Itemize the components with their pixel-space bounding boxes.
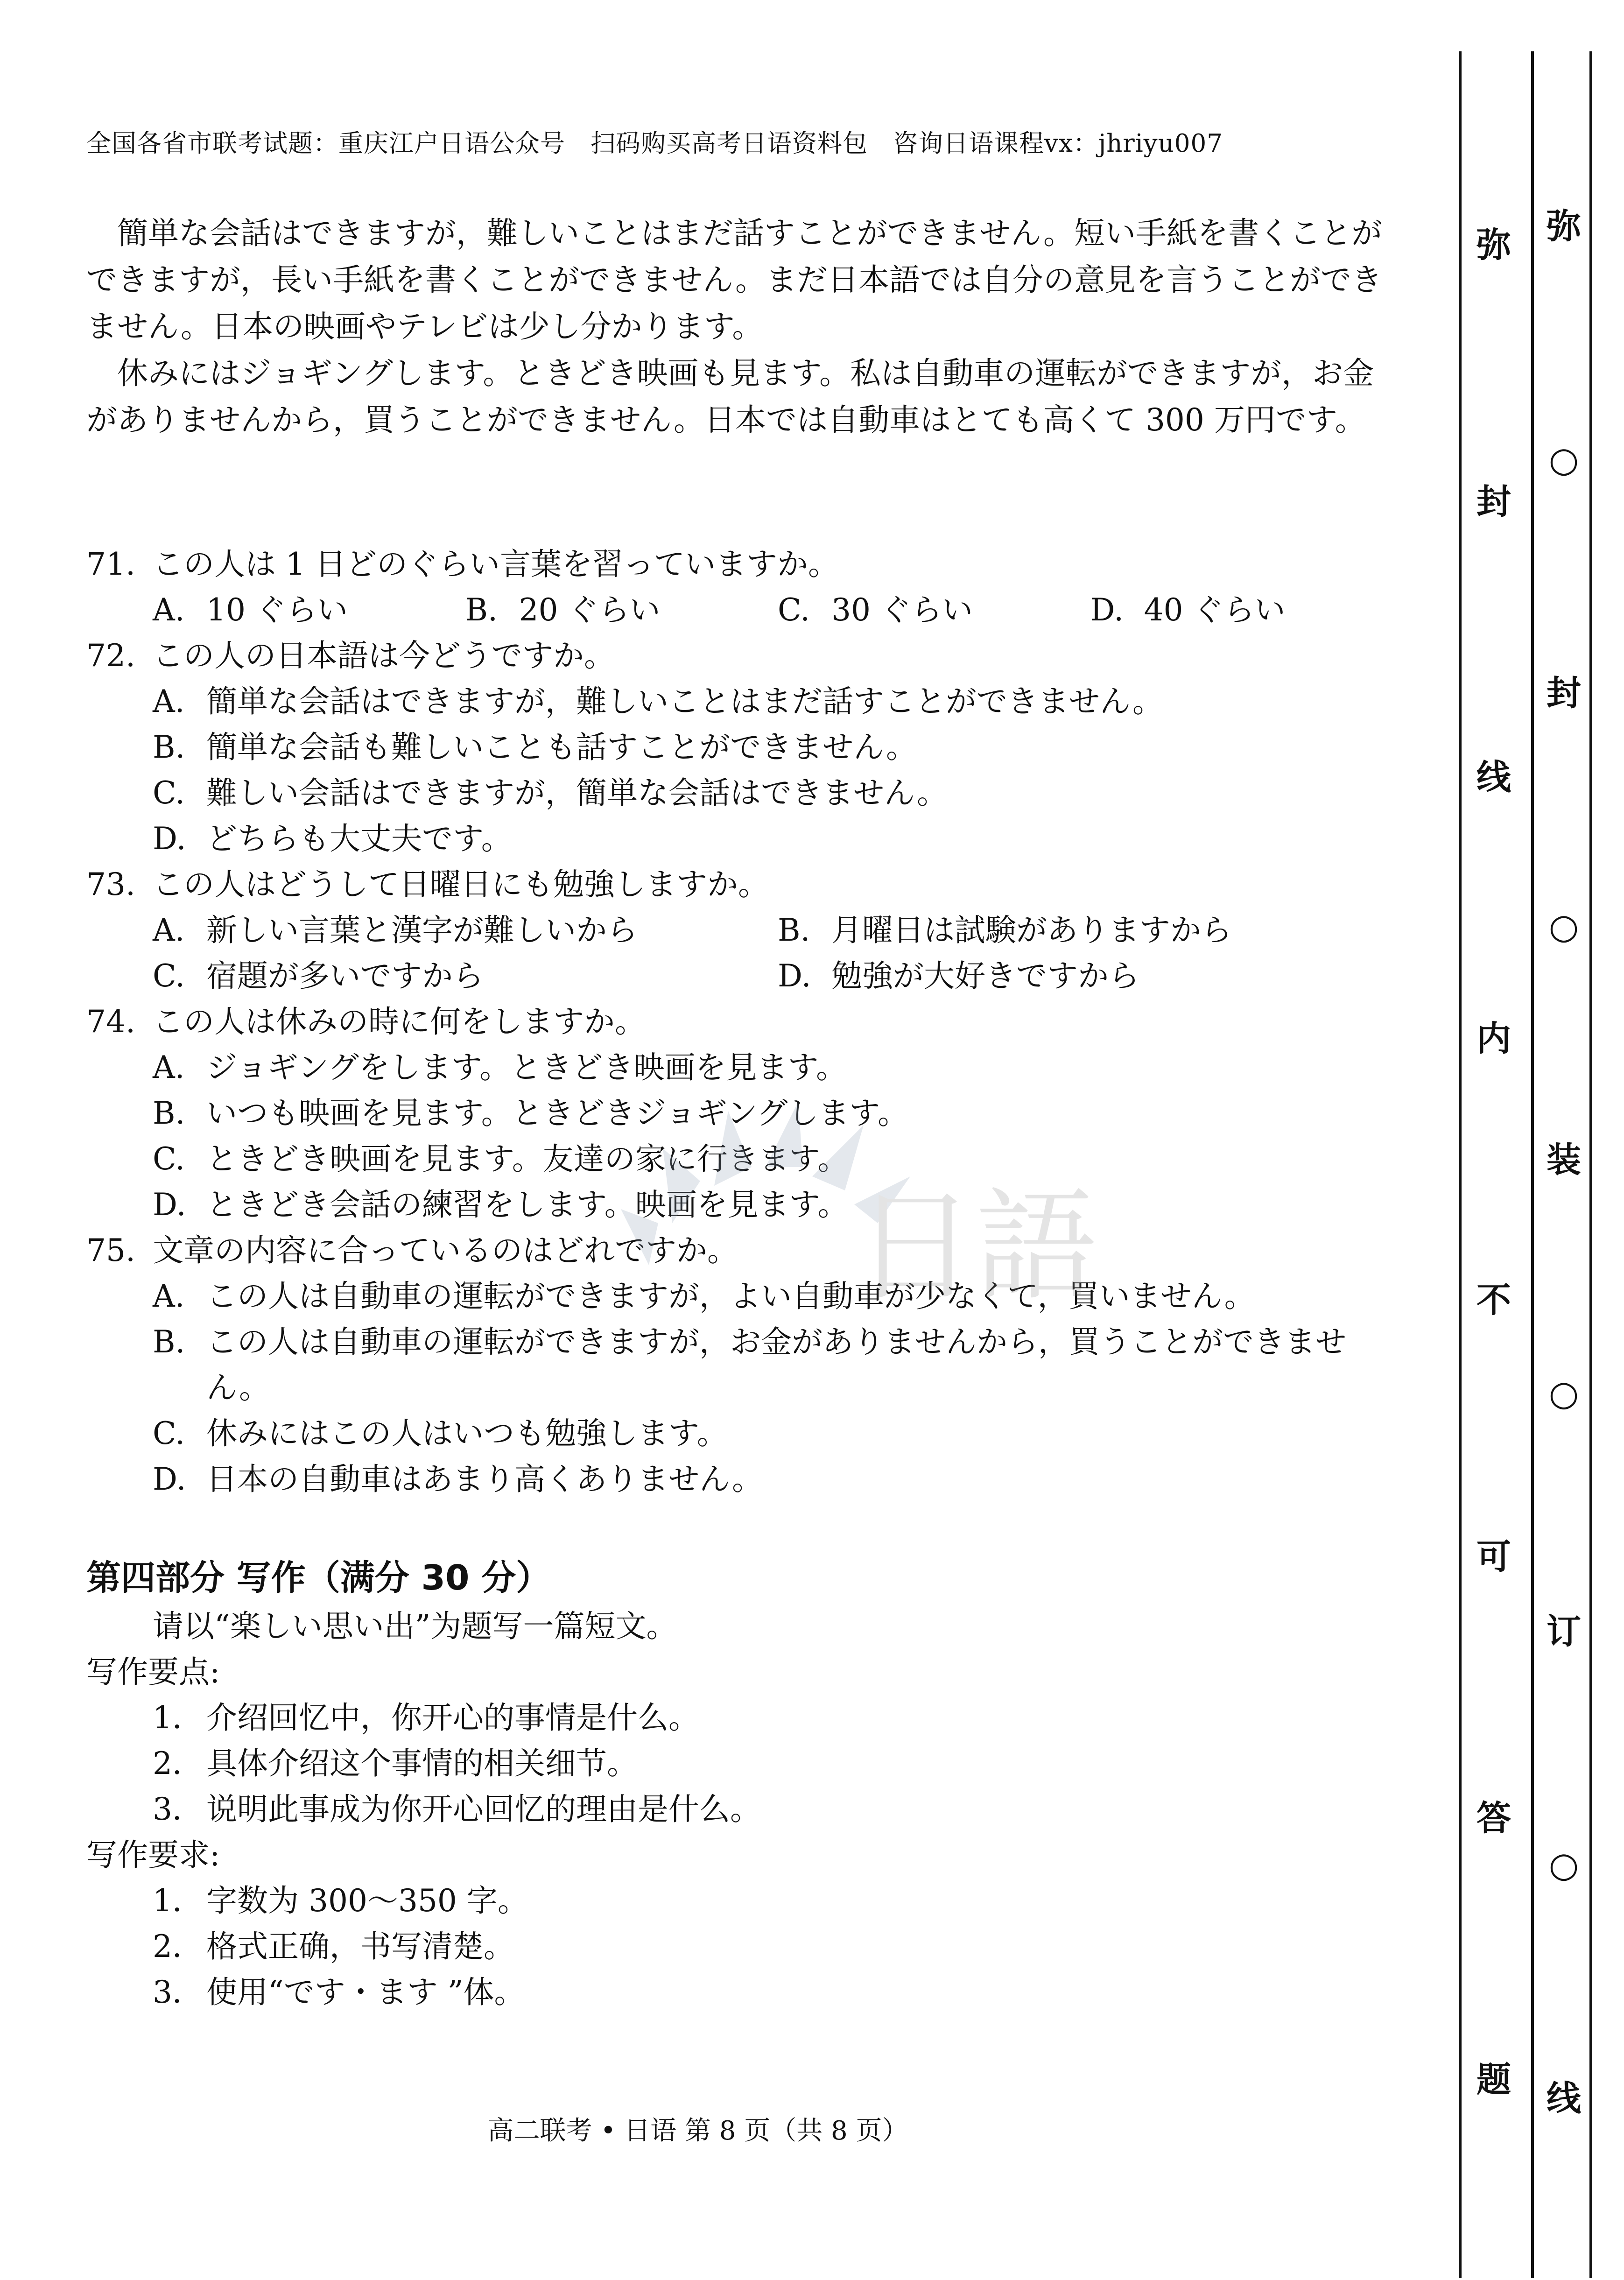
requirement-text: 使用“です・ます ”体。 <box>206 1974 525 2010</box>
binding-char: 内 <box>1476 1019 1511 1059</box>
binding-char: 弥 <box>1547 206 1581 246</box>
point-text: 介绍回忆中，你开心的事情是什么。 <box>206 1700 699 1736</box>
option-letter: D. <box>1090 592 1124 628</box>
option-a[interactable] <box>153 908 778 953</box>
option-text: この人は自動車の運転ができますが，お金がありませんから，買うことができません。 <box>206 1324 1346 1406</box>
binding-inner-column <box>1466 51 1522 2278</box>
binding-line <box>1459 51 1462 2278</box>
writing-requirement <box>86 1970 1393 2015</box>
option-letter: A. <box>153 592 185 628</box>
option-text: 日本の自動車はあまり高くありません。 <box>206 1461 763 1497</box>
reading-passage <box>86 210 1403 443</box>
question-number: 74. <box>86 1004 135 1040</box>
binding-circle: ○ <box>1548 1845 1579 1885</box>
option-letter: D. <box>153 1461 186 1497</box>
option-letter: A. <box>153 1049 185 1085</box>
binding-char: 题 <box>1476 2060 1511 2100</box>
writing-point <box>86 1695 1393 1741</box>
point-number: 3． <box>153 1791 203 1827</box>
option-text: この人は自動車の運転ができますが，よい自動車が少なくて，買いません。 <box>206 1278 1255 1314</box>
option-text: 20 ぐらい <box>519 592 661 628</box>
writing-requirement <box>86 1878 1393 1924</box>
binding-char: 不 <box>1476 1280 1511 1320</box>
question-stem: この人の日本語は今どうですか。 <box>153 638 615 674</box>
option-b[interactable] <box>778 908 1403 953</box>
requirement-number: 3． <box>153 1974 203 2010</box>
binding-char: 线 <box>1476 757 1511 797</box>
binding-outer-column <box>1536 51 1592 2278</box>
option-letter: D. <box>778 958 811 994</box>
option-letter: C. <box>153 1415 185 1451</box>
binding-char: 封 <box>1547 673 1581 713</box>
writing-prompt: 请以“楽しい思い出”为题写一篇短文。 <box>153 1608 677 1644</box>
requirement-number: 1． <box>153 1883 203 1919</box>
option-text: 30 ぐらい <box>831 592 973 628</box>
question-number: 73. <box>86 866 135 902</box>
option-text: ジョギングをします。ときどき映画を見ます。 <box>206 1049 847 1085</box>
option-text: 40 ぐらい <box>1144 592 1286 628</box>
question-stem: この人は休みの時に何をしますか。 <box>153 1004 646 1040</box>
question-71 <box>86 542 1403 633</box>
option-letter: B. <box>153 729 185 765</box>
option-text: 休みにはこの人はいつも勉強します。 <box>206 1415 728 1451</box>
writing-req-label: 写作要求: <box>86 1837 220 1873</box>
option-b[interactable] <box>153 725 1390 770</box>
option-letter: D. <box>153 821 186 857</box>
binding-char: 线 <box>1547 2078 1581 2118</box>
option-text: 10 ぐらい <box>206 592 348 628</box>
exam-header: 全国各省市联考试题：重庆江户日语公众号 扫码购买高考日语资料包 咨询日语课程vx：jhriyu007 <box>86 129 1223 158</box>
option-c[interactable] <box>153 1411 1390 1457</box>
writing-points-label: 写作要点: <box>86 1654 220 1690</box>
passage-paragraph: 簡単な会話はできますが，難しいことはまだ話すことができません。短い手紙を書くことができますが，長い手紙を書くことができません。まだ日本語では自分の意見を言うことができません。日本の映画やテレビは少し分かります。 <box>86 215 1382 345</box>
option-b[interactable] <box>465 587 778 633</box>
point-text: 具体介绍这个事情的相关细节。 <box>206 1745 638 1781</box>
binding-char: 订 <box>1547 1611 1581 1652</box>
point-number: 2． <box>153 1745 203 1781</box>
requirement-text: 格式正确，书写清楚。 <box>206 1928 514 1964</box>
question-stem: 文章の内容に合っているのはどれですか。 <box>153 1232 738 1268</box>
binding-char: 封 <box>1476 482 1511 522</box>
point-number: 1． <box>153 1700 203 1736</box>
question-list <box>86 542 1403 1502</box>
option-d[interactable] <box>1090 587 1403 633</box>
writing-requirement <box>86 1924 1393 1970</box>
watermark-text: 日語 <box>854 1176 1097 1317</box>
point-text: 说明此事成为你开心回忆的理由是什么。 <box>206 1791 761 1827</box>
option-text: 月曜日は試験がありますから <box>831 912 1232 948</box>
binding-char: 弥 <box>1476 225 1511 265</box>
option-a[interactable] <box>153 587 465 633</box>
question-number: 72. <box>86 638 135 674</box>
option-c[interactable] <box>153 953 778 999</box>
option-text: 簡単な会話も難しいことも話すことができません。 <box>206 729 917 765</box>
option-letter: A. <box>153 683 185 719</box>
option-letter: D. <box>153 1187 186 1223</box>
option-text: ときどき映画を見ます。友達の家に行きます。 <box>206 1141 849 1177</box>
watermark-logo <box>593 1069 1106 1330</box>
option-letter: C. <box>778 592 810 628</box>
question-number: 71. <box>86 546 135 582</box>
option-text: ときどき会話の練習をします。映画を見ます。 <box>206 1187 849 1223</box>
option-letter: C. <box>153 958 185 994</box>
binding-char: 装 <box>1547 1140 1581 1180</box>
option-a[interactable] <box>153 679 1390 725</box>
option-letter: B. <box>153 1095 185 1131</box>
option-text: 難しい会話はできますが，簡単な会話はできません。 <box>206 775 948 811</box>
question-72 <box>86 633 1403 862</box>
passage-paragraph: 休みにはジョギングします。ときどき映画も見ます。私は自動車の運転ができますが，お金がありませんから，買うことができません。日本では自動車はとても高くて 300 万円です。 <box>86 355 1374 438</box>
binding-line <box>1531 51 1534 2278</box>
option-text: 宿題が多いですから <box>206 958 484 994</box>
option-letter: C. <box>153 1141 185 1177</box>
option-d[interactable] <box>153 816 1390 862</box>
requirement-number: 2． <box>153 1928 203 1964</box>
option-letter: B. <box>465 592 498 628</box>
option-c[interactable] <box>153 770 1390 816</box>
option-d[interactable] <box>153 1457 1390 1502</box>
question-number: 75. <box>86 1232 135 1268</box>
page-footer: 高二联考 • 日语 第 8 页（共 8 页） <box>487 2116 908 2146</box>
option-b[interactable] <box>153 1319 1390 1411</box>
writing-point <box>86 1741 1393 1787</box>
question-stem: この人は 1 日どのぐらい言葉を習っていますか。 <box>153 546 839 582</box>
option-letter: B. <box>778 912 810 948</box>
writing-section <box>86 1552 1393 2015</box>
option-c[interactable] <box>778 587 1090 633</box>
binding-circle: ○ <box>1548 1373 1579 1414</box>
option-letter: A. <box>153 1278 185 1314</box>
requirement-text: 字数为 300～350 字。 <box>206 1883 528 1919</box>
option-text: どちらも大丈夫です。 <box>206 821 512 857</box>
writing-point <box>86 1787 1393 1832</box>
option-text: 新しい言葉と漢字が難しいから <box>206 912 638 948</box>
option-text: 勉強が大好きですから <box>831 958 1139 994</box>
option-text: いつも映画を見ます。ときどきジョギングします。 <box>206 1095 909 1131</box>
option-letter: C. <box>153 775 185 811</box>
option-text: 簡単な会話はできますが，難しいことはまだ話すことができません。 <box>206 683 1163 719</box>
option-d[interactable] <box>778 953 1403 999</box>
question-stem: この人はどうして日曜日にも勉強しますか。 <box>153 866 769 902</box>
binding-circle: ○ <box>1548 907 1579 947</box>
section-title: 第四部分 写作（满分 30 分） <box>86 1558 551 1598</box>
option-letter: B. <box>153 1324 185 1360</box>
binding-circle: ○ <box>1548 440 1579 480</box>
binding-char: 答 <box>1476 1798 1511 1838</box>
option-letter: A. <box>153 912 185 948</box>
binding-char: 可 <box>1476 1537 1511 1577</box>
question-73 <box>86 862 1403 999</box>
